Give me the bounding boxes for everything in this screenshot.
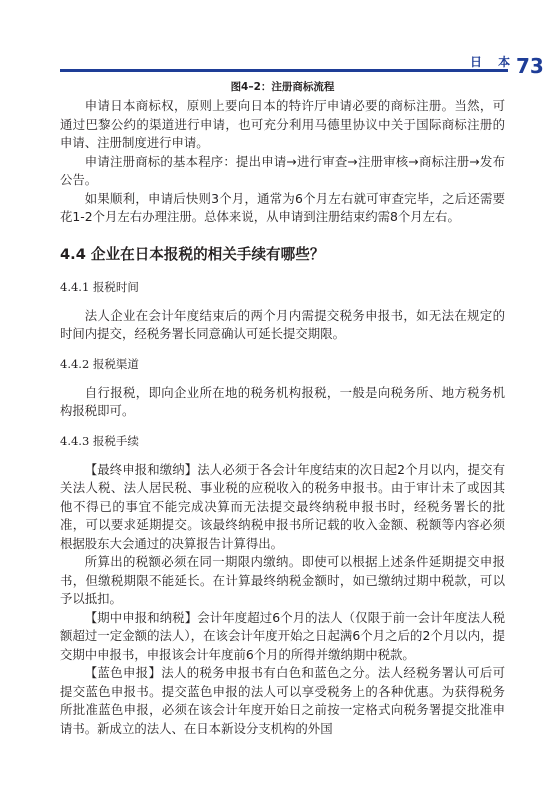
subsection-paragraph: 【期中申报和纳税】会计年度超过6个月的法人（仅限于前一会计年度法人税额超过一定金额的法人），在该会计年度开始之日起满6个月之后的2个月以内，提交期中申报书，申报该会计年度前6个月的所得并缴纳期中税款。 xyxy=(60,609,505,662)
subsection-paragraph: 法人企业在会计年度结束后的两个月内需提交税务申报书，如无法在规定的时间内提交，经税务署长同意确认可延长提交期限。 xyxy=(60,307,505,341)
subsection-paragraph: 【最终申报和缴纳】法人必须于各会计年度结束的次日起2个月以内，提交有关法人税、法人居民税、事业税的应税收入的税务申报书。由于审计未了或因其他不得已的事宜不能完成决算而无法提交最终纳税申报书时，经税务署长的批准，可以要求延期提交。该最终纳税申报书所记载的收入金额、税额等内容必须根据股东大会通过的决算报告计算得出。 xyxy=(60,461,505,551)
figure-caption: 图4–2：注册商标流程 xyxy=(230,81,335,93)
subsection-paragraph: 所算出的税额必须在同一期限内缴纳。即使可以根据上述条件延期提交申报书，但缴税期限不能延长。在计算最终纳税金额时，如已缴纳过期中税款，可以予以抵扣。 xyxy=(60,554,505,606)
subsection-heading: 4.4.1 报税时间 xyxy=(60,279,139,294)
intro-paragraph: 申请注册商标的基本程序：提出申请→进行审查→注册审核→商标注册→发布公告。 xyxy=(60,153,505,187)
header-chapter-label: 日 本 xyxy=(470,55,517,69)
subsection-paragraph: 【蓝色申报】法人的税务申报书有白色和蓝色之分。法人经税务署认可后可提交蓝色申报书。提交蓝色申报的法人可以享受税务上的各种优惠。为获得税务所批准蓝色申报，必须在该会计年度开始日之前按一定格式向税务署提交批准申请书。新成立的法人、在日本新设分支机构的外国 xyxy=(60,665,505,736)
intro-paragraph: 如果顺利，申请后快则3个月，通常为6个月左右就可审查完毕，之后还需要花1-2个月左右办理注册。总体来说，从申请到注册结束约需8个月左右。 xyxy=(60,190,505,224)
subsection-heading: 4.4.3 报税手续 xyxy=(60,433,139,448)
page-number: 73 xyxy=(516,54,544,78)
subsection-paragraph: 自行报税，即向企业所在地的税务机构报税，一般是向税务所、地方税务机构报税即可。 xyxy=(60,384,505,418)
intro-paragraph: 申请日本商标权，原则上要向日本的特许厅申请必要的商标注册。当然，可通过巴黎公约的渠道进行申请，也可充分利用马德里协议中关于国际商标注册的申请、注册制度进行申请。 xyxy=(60,98,505,150)
header-rule xyxy=(60,69,508,72)
section-heading: 4.4 企业在日本报税的相关手续有哪些？ xyxy=(60,245,325,263)
page-body xyxy=(60,80,505,738)
subsection-heading: 4.4.2 报税渠道 xyxy=(60,356,139,371)
